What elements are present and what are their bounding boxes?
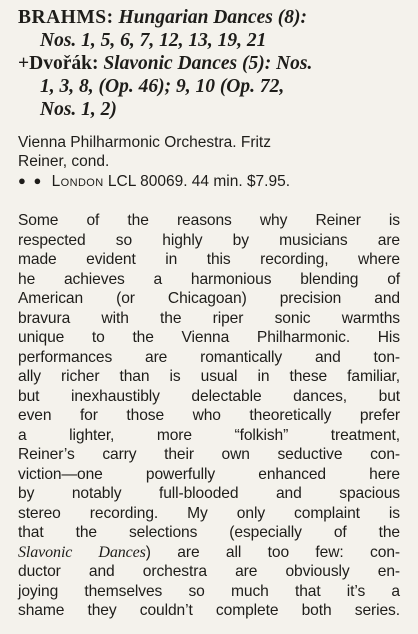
heading-line-1 bbox=[18, 6, 412, 29]
review-article bbox=[18, 6, 412, 621]
record-heading bbox=[18, 6, 412, 121]
record-label: London bbox=[51, 173, 104, 190]
work-title: Hungarian Dances (8): bbox=[118, 7, 307, 28]
review-line: ally richer than is usual in these familiar, bbox=[18, 368, 400, 385]
italic-title: Slavonic Dances bbox=[18, 543, 146, 561]
catalog-number: LCL 80069. 44 min. $7.95. bbox=[107, 173, 291, 190]
review-line: respected so highly by musicians are bbox=[18, 231, 400, 249]
review-body bbox=[18, 211, 412, 621]
conductor-line: Reiner, cond. bbox=[18, 153, 110, 170]
review-line: a lighter, more “folkish” treatment, bbox=[18, 426, 400, 444]
review-line: viction—one powerfully enhanced here bbox=[18, 465, 400, 483]
performer-credits bbox=[18, 133, 412, 191]
review-line: even for those who theoretically prefer bbox=[18, 407, 400, 424]
rating-dots: ● ● bbox=[18, 173, 44, 188]
heading-line-5: Nos. 1, 2) bbox=[40, 99, 117, 120]
review-line: made evident in this recording, where bbox=[18, 251, 400, 268]
second-work-title: Slavonic Dances (5): Nos. bbox=[103, 53, 313, 74]
review-line: he achieves a harmonious blending of bbox=[18, 270, 400, 288]
orchestra-line: Vienna Philharmonic Orchestra. Fritz bbox=[18, 134, 271, 151]
heading-line-3 bbox=[18, 52, 412, 75]
composer-name: BRAHMS: bbox=[18, 7, 114, 28]
review-line: performances are romantically and ton- bbox=[18, 348, 400, 366]
catalog-line bbox=[18, 171, 412, 191]
review-line: Reiner’s carry their own seductive con- bbox=[18, 446, 400, 463]
second-composer: +Dvořák: bbox=[18, 53, 99, 74]
review-line: but inexhaustibly delectable dances, but bbox=[18, 387, 400, 405]
review-line: shame they couldn’t complete both series. bbox=[18, 602, 400, 619]
review-line: joying themselves so much that it’s a bbox=[18, 582, 400, 600]
review-line: ductor and orchestra are obviously en- bbox=[18, 563, 400, 580]
review-line: stereo recording. My only complaint is bbox=[18, 504, 400, 522]
heading-line-4: 1, 3, 8, (Op. 46); 9, 10 (Op. 72, bbox=[40, 76, 285, 97]
review-line: that the selections (especially of the bbox=[18, 524, 400, 541]
review-line-with-title bbox=[18, 543, 400, 563]
review-line: Some of the reasons why Reiner is bbox=[18, 212, 400, 229]
review-line: bravura with the riper sonic warmths bbox=[18, 309, 400, 327]
review-line: by notably full-blooded and spacious bbox=[18, 485, 400, 502]
review-line: unique to the Vienna Philharmonic. His bbox=[18, 329, 400, 346]
review-line: American (or Chicagoan) precision and bbox=[18, 290, 400, 307]
heading-line-2: Nos. 1, 5, 6, 7, 12, 13, 19, 21 bbox=[40, 30, 267, 51]
review-line-rest: ) are all too few: con- bbox=[145, 543, 400, 561]
